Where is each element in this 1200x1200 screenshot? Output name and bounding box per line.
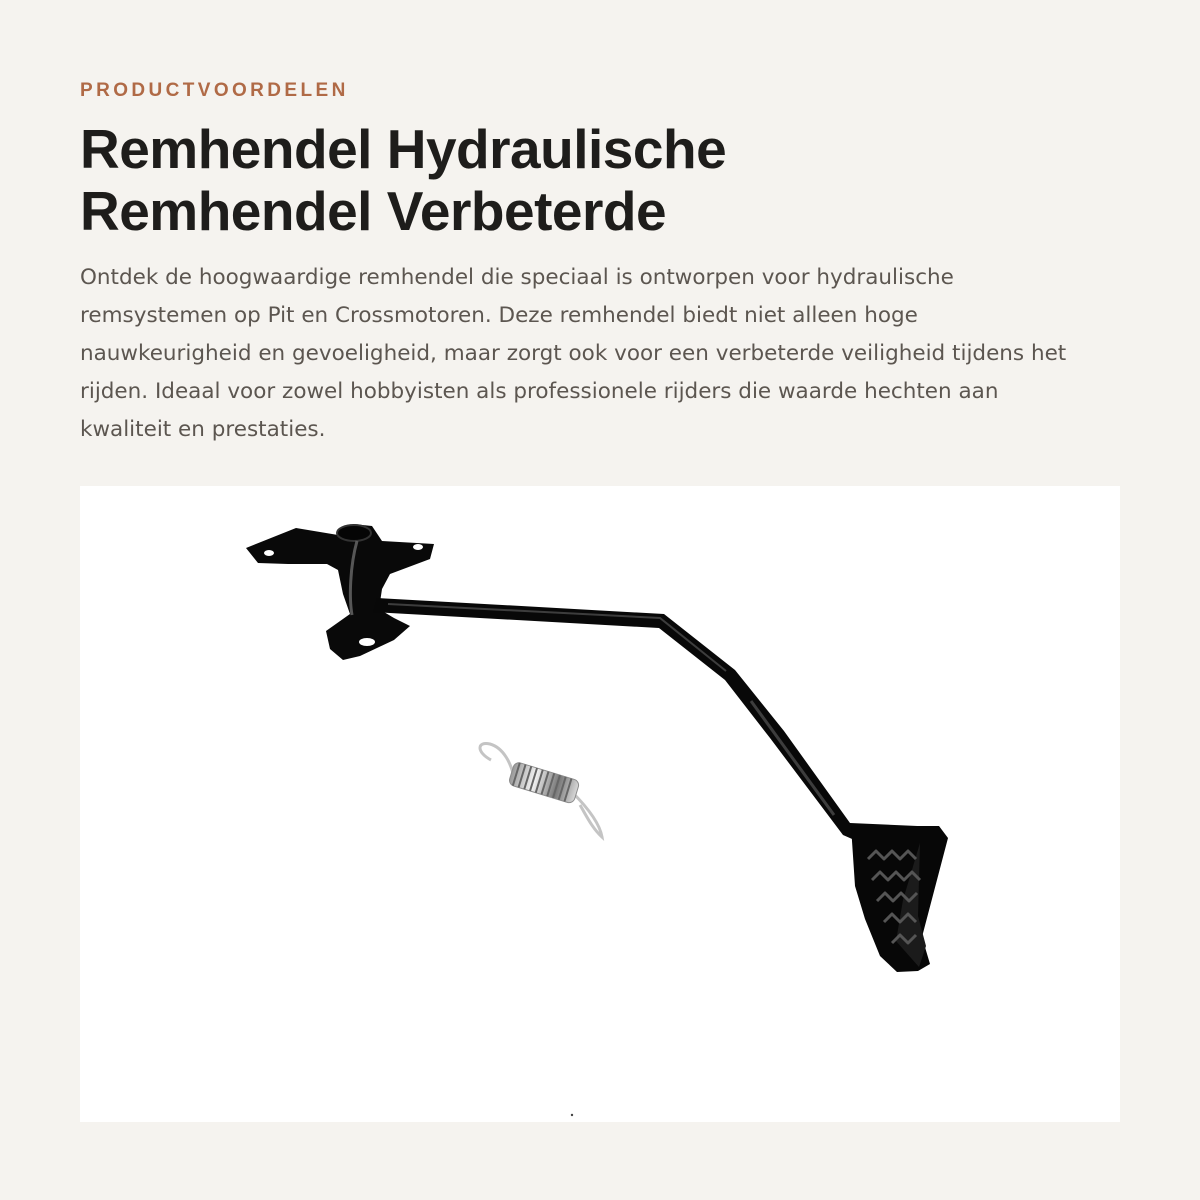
brake-lever-image [246, 524, 948, 972]
product-title [80, 118, 1120, 242]
product-image [80, 486, 1120, 1122]
section-eyebrow: PRODUCTVOORDELEN [80, 80, 349, 101]
product-description: Ontdek de hoogwaardige remhendel die speciaal is ontworpen voor hydraulische remsystemen op Pit en Crossmotoren. Deze remhendel biedt niet alleen hoge nauwkeurigheid en gevoeligheid, maar zorgt ook voor een verbeterde veiligheid tijdens het rijden. Ideaal voor zowel hobbyisten als professionele rijders die waarde hechten aan kwaliteit en prestaties. [80, 265, 1067, 442]
dust-dot [571, 1114, 573, 1116]
spring-image [480, 743, 602, 837]
product-title-line-2: Remhendel Verbeterde [80, 180, 667, 242]
product-image-drawing [80, 486, 1120, 1122]
product-title-line-1: Remhendel Hydraulische [80, 118, 727, 180]
